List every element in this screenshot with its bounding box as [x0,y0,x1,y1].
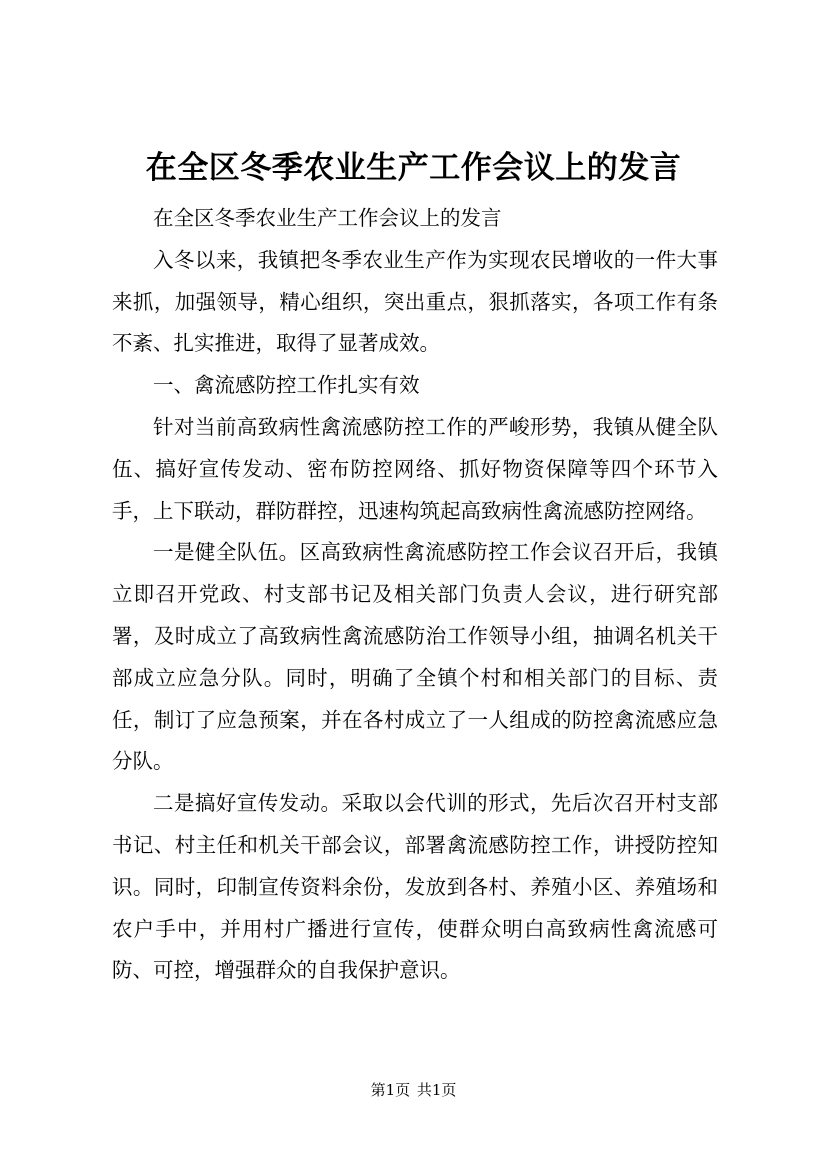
paragraph-publicity: 二是搞好宣传发动。采取以会代训的形式，先后次召开村支部书记、村主任和机关干部会议，部署禽流感防控工作，讲授防控知识。同时，印制宣传资料余份，发放到各村、养殖小区、养殖场和农户手中，并用村广播进行宣传，使群众明白高致病性禽流感可防、可控，增强群众的自我保护意识。 [112,791,718,983]
document-title: 在全区冬季农业生产工作会议上的发言 [145,150,682,186]
paragraph-subtitle: 在全区冬季农业生产工作会议上的发言 [153,206,502,230]
paragraph-overview: 针对当前高致病性禽流感防控工作的严峻形势，我镇从健全队伍、搞好宣传发动、密布防控网络、抓好物资保障等四个环节入手，上下联动，群防群控，迅速构筑起高致病性禽流感防控网络。 [112,414,718,523]
paragraph-intro: 入冬以来，我镇把冬季农业生产作为实现农民增收的一件大事来抓，加强领导，精心组织，突出重点，狠抓落实，各项工作有条不紊、扎实推进，取得了显著成效。 [112,247,718,356]
page-footer: 第1页 共1页 [370,1081,457,1099]
document-body [112,198,718,992]
paragraph-team: 一是健全队伍。区高致病性禽流感防控工作会议召开后，我镇立即召开党政、村支部书记及相关部门负责人会议，进行研究部署，及时成立了高致病性禽流感防治工作领导小组，抽调名机关干部成立应急分队。同时，明确了全镇个村和相关部门的目标、责任，制订了应急预案，并在各村成立了一人组成的防控禽流感应急分队。 [112,540,718,774]
section-heading: 一、禽流感防控工作扎实有效 [153,373,420,398]
